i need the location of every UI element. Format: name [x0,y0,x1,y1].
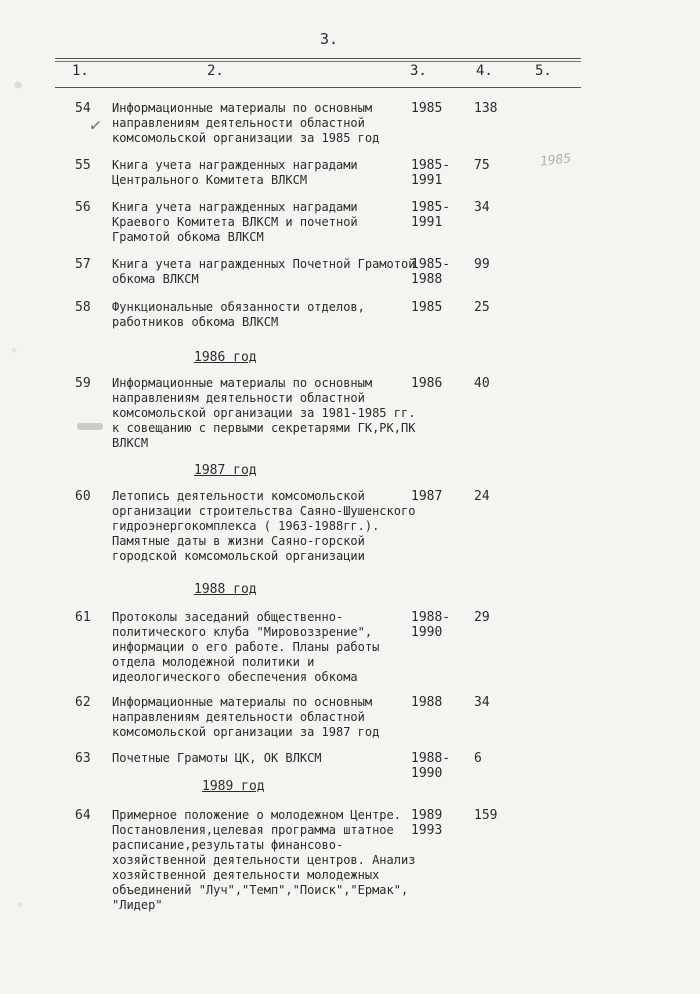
year-heading-1986: 1986 год [194,350,257,365]
entry-number: 60 [75,489,91,504]
entry-count: 29 [474,610,490,625]
year-heading-1987: 1987 год [194,463,257,478]
entry-number: 55 [75,158,91,173]
entry-count: 24 [474,489,490,504]
entry-title: Книга учета награжденных наградами Краевого Комитета ВЛКСМ и почетной Грамотой обкома ВЛКСМ [112,200,358,244]
entry-count: 75 [474,158,490,173]
column-header-5: 5. [535,63,552,79]
entry-number: 58 [75,300,91,315]
column-header-3: 3. [410,63,427,79]
entry-count: 138 [474,101,498,116]
column-header-4: 4. [476,63,493,79]
entry-count: 34 [474,695,490,710]
entry-title: Информационные материалы по основным направлениям деятельности областной комсомольской организации за 1981-1985 гг. к совещанию с первыми секретарями ГК,РК,ПК ВЛКСМ [112,376,416,450]
entry-title: Книга учета награжденных наградами Центрального Комитета ВЛКСМ [112,158,358,187]
page-number: 3. [320,30,339,48]
column-header-2: 2. [207,63,224,79]
entry-count: 25 [474,300,490,315]
entry-years: 1985 [411,300,443,315]
column-header-1: 1. [72,63,89,79]
entry-number: 62 [75,695,91,710]
ink-smudge [77,423,103,430]
entry-years: 1985- 1991 [411,200,451,230]
entry-title: Информационные материалы по основным направлениям деятельности областной комсомольской организации за 1987 год [112,695,380,739]
entry-count: 6 [474,751,482,766]
entry-number: 57 [75,257,91,272]
entry-years: 1989 1993 [411,808,443,838]
entry-years: 1985- 1991 [411,158,451,188]
entry-title: Информационные материалы по основным направлениям деятельности областной комсомольской организации за 1985 год [112,101,380,145]
header-rule [55,61,581,62]
entry-title: Функциональные обязанности отделов, работников обкома ВЛКСМ [112,300,365,329]
entry-number: 56 [75,200,91,215]
entry-years: 1987 [411,489,443,504]
entry-title: Примерное положение о молодежном Центре. Постановления,целевая программа штатное расписание,результаты финансово-хозяйственной деятельности центров. Анализ хозяйственной деятельности молодежных объединений "Луч","Темп","Поиск","Ермак", "Лидер" [112,808,416,912]
entry-number: 61 [75,610,91,625]
entry-years: 1986 [411,376,443,391]
entry-title: Почетные Грамоты ЦК, ОК ВЛКСМ [112,751,322,765]
entry-years: 1988- 1990 [411,610,451,640]
entry-count: 40 [474,376,490,391]
entry-title: Книга учета награжденных Почетной Грамотой обкома ВЛКСМ [112,257,416,286]
entry-count: 99 [474,257,490,272]
entry-number: 59 [75,376,91,391]
entry-number: 63 [75,751,91,766]
handwritten-check-mark: ✓ [88,114,103,137]
entry-title: Протоколы заседаний общественно-политического клуба "Мировоззрение", информации о его работе. Планы работы отдела молодежной политики и идеологического обеспечения обкома [112,610,380,684]
entry-count: 34 [474,200,490,215]
entry-years: 1988- 1990 [411,751,451,781]
year-heading-1989: 1989 год [202,779,265,794]
year-heading-1988: 1988 год [194,582,257,597]
handwritten-note: 1985 [539,151,573,170]
entry-number: 54 [75,101,91,116]
entry-years: 1985- 1988 [411,257,451,287]
entry-count: 159 [474,808,498,823]
column-header-table [55,58,581,88]
entry-years: 1988 [411,695,443,710]
entry-title: Летопись деятельности комсомольской организации строительства Саяно-Шушенского гидроэнергокомплекса ( 1963-1988гг.). Памятные даты в жизни Саяно-горской городской комсомольской организации [112,489,416,563]
entry-number: 64 [75,808,91,823]
entry-years: 1985 [411,101,443,116]
